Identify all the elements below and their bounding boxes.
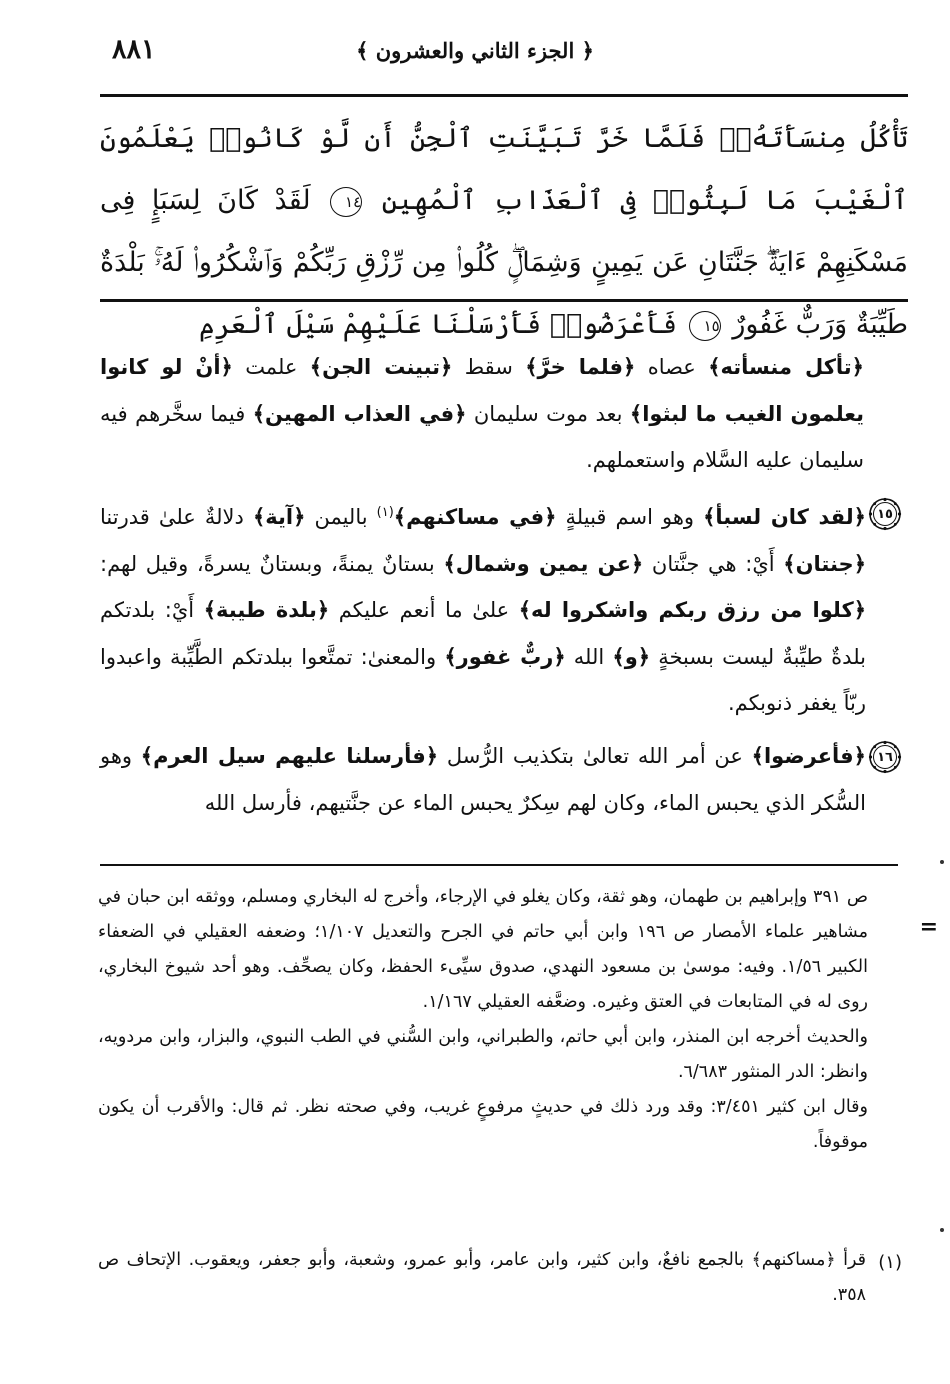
commentary-paragraph xyxy=(100,344,864,484)
commentary-paragraph xyxy=(100,490,866,727)
quoted-phrase: ﴿كلوا من رزق ربكم واشكروا له﴾ xyxy=(518,598,866,622)
scan-speck xyxy=(940,1228,944,1232)
footnote-1: قرأ ﴿مساكنهم﴾ بالجمع نافعٌ، وابن كثير، وابن عامر، وأبو عمرو، وشعبة، وأبو جعفر، ويعقوب. الإتحاف ص ٣٥٨. xyxy=(98,1250,866,1305)
footnote-text: والحديث أخرجه ابن المنذر، وابن أبي حاتم، والطبراني، وابن السُّني في الطب النبوي، والبزار، وابن مردويه، وانظر: الدر المنثور ٦/٦٨٣. xyxy=(98,1027,868,1082)
footnote-number: (١) xyxy=(878,1252,902,1273)
verse-badge-15 xyxy=(868,497,902,531)
footnotes xyxy=(98,880,868,1160)
page-number: ٨٨١ xyxy=(112,34,156,65)
quoted-phrase: ﴿لقد كان لسبأ﴾ xyxy=(703,505,866,529)
explanation-text: علىٰ ما أنعم عليكم xyxy=(329,598,519,622)
running-title: ﴿ الجزء الثاني والعشرون ﴾ xyxy=(356,38,594,63)
explanation-text: وهو السُّكر الذي يحبس الماء، وكان لهم سِكرٌ يحبس الماء عن جنَّتيهم، فأرسل الله xyxy=(100,744,866,815)
explanation-text: عصاه xyxy=(635,355,709,379)
badge-number: ١٦ xyxy=(877,749,893,765)
continuation-marker: = xyxy=(919,914,938,940)
verse-text: فَأَعْرَضُوا۟ فَأَرْسَلْنَا عَلَيْهِمْ سَيْلَ ٱلْعَرِمِ xyxy=(199,309,678,340)
quoted-phrase: ﴿فأرسلنا عليهم سيل العرم﴾ xyxy=(140,744,439,768)
explanation-text: والمعنىٰ: تمتَّعوا ببلدتكم الطَّيِّبة واعبدوا ربّاً يغفر ذنوبكم. xyxy=(100,644,866,715)
explanation-text: بعد موت سليمان xyxy=(466,401,630,426)
quoted-phrase: ﴿فأعرضوا﴾ xyxy=(751,744,866,768)
footnote-divider xyxy=(100,864,898,866)
quoted-phrase: ﴿تبينت الجن﴾ xyxy=(309,355,453,379)
ayah-number-15: ١٥ xyxy=(689,311,721,341)
quoted-phrase: ﴿آية﴾ xyxy=(252,505,306,529)
quoted-phrase: ﴿بلدة طيبة﴾ xyxy=(203,598,330,622)
quoted-phrase: ﴿و﴾ xyxy=(612,644,651,669)
explanation-text: دلالةٌ علىٰ قدرتنا xyxy=(100,505,253,529)
quoted-phrase: ﴿فلما خرَّ﴾ xyxy=(525,355,636,379)
verse-text: تَأْكُلُ مِنسَأَتَهُۥۖ فَلَمَّا خَرَّ تَبَيَّنَتِ ٱلْجِنُّ أَن لَّوْ كَانُوا۟ يَعْلَمُونَ ٱلْغَيْبَ مَا لَبِثُوا۟ فِى ٱلْعَذَابِ ٱلْمُهِينِ xyxy=(100,123,909,216)
quoted-phrase: ﴿أنْ لو كانوا يعلمون الغيب ما لبثوا﴾ xyxy=(100,355,864,426)
footnote-text: وقال ابن كثير ٣/٤٥١: وقد ورد ذلك في حديثٍ مرفوعٍ غريب، وفي صحته نظر. ثم قال: والأقرب أن يكون موقوفاً. xyxy=(98,1097,868,1152)
quoted-phrase: ﴿تأكل منسأته﴾ xyxy=(708,355,864,379)
explanation-text: فيما سخَّرهم فيه سليمان عليه السَّلام واستعملهم. xyxy=(100,401,864,472)
explanation-text: وهو اسم قبيلةٍ xyxy=(556,505,704,529)
explanation-text: عن أمر الله تعالىٰ بتكذيب الرُّسل xyxy=(438,744,752,768)
explanation-text: سقط xyxy=(452,355,526,379)
top-divider xyxy=(100,94,908,97)
explanation-text: بستانٌ يمنةً، وبستانٌ يسرةً، وقيل لهم: xyxy=(100,551,444,576)
middle-divider xyxy=(100,299,908,302)
explanation-text: الله xyxy=(565,644,613,669)
verse-badge-16 xyxy=(868,740,902,774)
footnote-text: ص ٣٩١ وإبراهيم بن طهمان، وهو ثقة، وكان يغلو في الإرجاء، وأخرج له البخاري ومسلم، ووثقه ابن حبان في مشاهير علماء الأمصار ص ١٩٦ وابن أبي حاتم في الجرح والتعديل ١/١٠٧؛ وضعفه العقيلي في الضعفاء الكبير ١/٥٦. وفيه: موسىٰ بن مسعود النهدي، صدوق سيِّىء الحفظ، وكان يصحِّف. وهو أحد شيوخ البخاري، روى له في المتابعات في العتق وغيره. وضعَّفه العقيلي ١/١٦٧. xyxy=(98,887,868,1012)
explanation-text: علمت xyxy=(232,355,310,379)
commentary-paragraph xyxy=(100,733,866,826)
quoted-phrase: ﴿جنتان﴾ xyxy=(783,551,866,576)
verse-text: لَقَدْ كَانَ لِسَبَإٍ فِى مَسْكَنِهِمْ ءَايَةٌۖ جَنَّتَانِ عَن يَمِينٍ وَشِمَالٍۖ كُلُوا۟ مِن رِّزْقِ رَبِّكُمْ وَٱشْكُرُوا۟ لَهُۥۚ بَلْدَةٌ طَيِّبَةٌ وَرَبٌّ غَفُورٌ xyxy=(100,185,908,340)
explanation-text: أَيْ: بلدتكم بلدةٌ طيِّبةٌ ليست بسبخةٍ xyxy=(100,598,866,669)
quoted-phrase: ﴿عن يمين وشمال﴾ xyxy=(443,551,644,576)
scan-speck xyxy=(940,860,944,864)
quran-verses xyxy=(100,108,908,356)
quoted-phrase: ﴿في العذاب المهين﴾ xyxy=(252,401,467,426)
badge-number: ١٥ xyxy=(877,506,893,522)
footnote-ref[interactable]: (١) xyxy=(376,505,394,520)
explanation-text: باليمن xyxy=(305,505,377,529)
quoted-phrase: ﴿ربٌّ غفور﴾ xyxy=(444,644,566,669)
explanation-text: أَيْ: هي جنَّتان xyxy=(643,551,784,576)
quoted-phrase: ﴿في مساكنهم﴾ xyxy=(393,505,557,529)
ayah-number-14: ١٤ xyxy=(330,187,362,217)
